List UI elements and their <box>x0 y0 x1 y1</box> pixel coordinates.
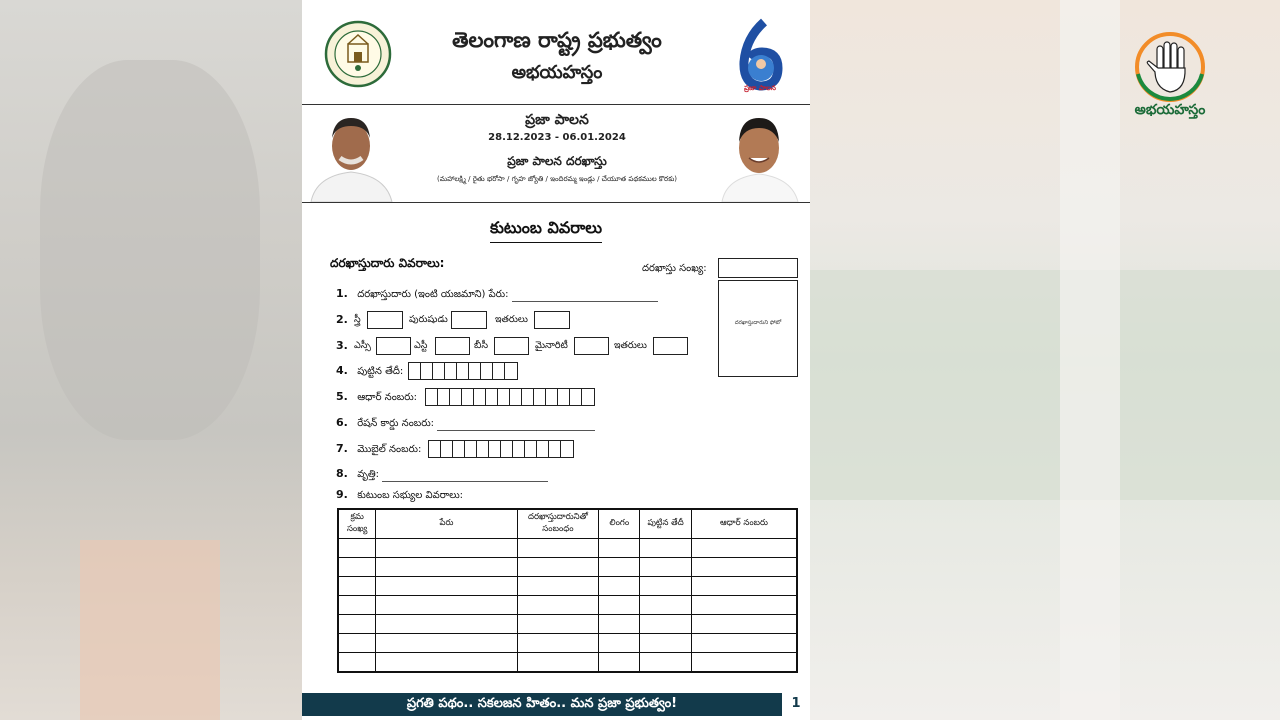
table-cell[interactable] <box>376 653 517 673</box>
caste-st-label: ఎస్టీ <box>414 340 428 351</box>
table-cell[interactable] <box>517 615 599 634</box>
question-number: 3. <box>336 339 348 352</box>
caste-other-checkbox[interactable] <box>653 337 688 355</box>
table-row <box>338 634 797 653</box>
table-cell[interactable] <box>640 615 692 634</box>
table-cell[interactable] <box>517 558 599 577</box>
table-cell[interactable] <box>599 653 640 673</box>
table-cell[interactable] <box>338 558 376 577</box>
question-3 <box>336 339 354 352</box>
table-cell[interactable] <box>640 634 692 653</box>
hand-icon <box>1130 32 1210 102</box>
application-number-field[interactable] <box>718 258 798 278</box>
page-number-badge <box>782 693 810 716</box>
table-cell[interactable] <box>692 596 798 615</box>
ration-card-label: రేషన్ కార్డు నంబరు: <box>357 418 435 429</box>
table-cell[interactable] <box>692 653 798 673</box>
applicant-photo-box[interactable] <box>718 280 798 377</box>
question-number: 7. <box>336 442 348 455</box>
occupation-field[interactable] <box>382 471 548 482</box>
table-row <box>338 539 797 558</box>
table-cell[interactable] <box>599 539 640 558</box>
table-cell[interactable] <box>376 596 517 615</box>
column-header-dob: పుట్టిన తేదీ <box>640 509 692 539</box>
section-title: కుటుంబ వివరాలు <box>490 218 602 243</box>
question-2 <box>336 313 354 326</box>
title-band <box>302 104 810 203</box>
table-cell[interactable] <box>692 634 798 653</box>
table-cell[interactable] <box>692 539 798 558</box>
column-header-aadhaar: ఆధార్ నంబరు <box>692 509 798 539</box>
caste-bc-checkbox[interactable] <box>494 337 529 355</box>
gender-female-label: స్త్రీ <box>354 314 361 325</box>
table-cell[interactable] <box>692 577 798 596</box>
congress-hand-logo <box>1124 32 1216 124</box>
gender-male-label: పురుషుడు <box>409 314 448 325</box>
date-of-birth-label: పుట్టిన తేదీ: <box>357 366 404 377</box>
table-cell[interactable] <box>640 539 692 558</box>
background-blur-shape <box>40 60 260 440</box>
table-cell[interactable] <box>517 577 599 596</box>
form-name: ప్రజా పాలన దరఖాస్తు <box>507 154 607 168</box>
caste-sc-label: ఎస్సీ <box>354 340 371 351</box>
table-cell[interactable] <box>692 558 798 577</box>
aadhaar-label: ఆధార్ నంబరు: <box>357 392 418 403</box>
table-cell[interactable] <box>517 634 599 653</box>
page-header <box>302 0 810 105</box>
table-cell[interactable] <box>376 577 517 596</box>
table-row <box>338 653 797 673</box>
table-header-row <box>338 509 797 539</box>
table-cell[interactable] <box>599 634 640 653</box>
table-cell[interactable] <box>376 539 517 558</box>
praja-palana-logo-caption: ప్రజా పాలన <box>744 84 776 92</box>
gender-other-checkbox[interactable] <box>534 311 570 329</box>
table-cell[interactable] <box>599 596 640 615</box>
caste-other-label: ఇతరులు <box>614 340 647 351</box>
question-number: 8. <box>336 467 348 480</box>
question-number: 2. <box>336 313 348 326</box>
table-cell[interactable] <box>376 558 517 577</box>
occupation-label: వృత్తి: <box>357 469 380 480</box>
mobile-field[interactable] <box>428 440 574 458</box>
question-number: 1. <box>336 287 348 300</box>
table-cell[interactable] <box>338 577 376 596</box>
table-cell[interactable] <box>692 615 798 634</box>
question-7 <box>336 442 421 457</box>
table-cell[interactable] <box>640 577 692 596</box>
ration-card-field[interactable] <box>437 420 595 431</box>
question-6 <box>336 416 595 431</box>
question-number: 6. <box>336 416 348 429</box>
table-cell[interactable] <box>599 558 640 577</box>
table-row <box>338 615 797 634</box>
caste-bc-label: బీసీ <box>474 340 488 351</box>
table-row <box>338 558 797 577</box>
question-number: 9. <box>336 488 348 501</box>
gender-other-label: ఇతరులు <box>495 314 528 325</box>
table-cell[interactable] <box>517 653 599 673</box>
table-row <box>338 596 797 615</box>
question-number: 4. <box>336 364 348 377</box>
table-cell[interactable] <box>338 596 376 615</box>
form-page <box>302 0 810 720</box>
caste-minority-label: మైనారిటీ <box>535 340 568 351</box>
program-dates: 28.12.2023 - 06.01.2024 <box>488 132 626 143</box>
question-4 <box>336 364 403 379</box>
table-cell[interactable] <box>640 596 692 615</box>
table-cell[interactable] <box>338 539 376 558</box>
footer-slogan: ప్రగతి పథం.. సకలజన హితం.. మన ప్రజా ప్రభుత్వం! <box>406 696 678 711</box>
table-cell[interactable] <box>640 653 692 673</box>
family-members-label: కుటుంబ సభ్యుల వివరాలు: <box>357 490 464 501</box>
date-of-birth-field[interactable] <box>408 362 518 380</box>
applicant-name-label: దరఖాస్తుదారు (ఇంటి యజమాని) పేరు: <box>357 289 509 300</box>
page-footer <box>302 693 810 716</box>
praja-palana-title: ప్రజా పాలన <box>525 112 589 128</box>
column-header-gender: లింగం <box>599 509 640 539</box>
table-cell[interactable] <box>640 558 692 577</box>
column-header-serial: క్రమ సంఖ్య <box>338 509 376 539</box>
question-number: 5. <box>336 390 348 403</box>
column-header-name: పేరు <box>376 509 517 539</box>
application-number-label: దరఖాస్తు సంఖ్య: <box>642 263 707 274</box>
table-cell[interactable] <box>517 539 599 558</box>
aadhaar-field[interactable] <box>425 388 595 406</box>
question-8 <box>336 467 548 482</box>
page-number: 1 <box>791 696 801 711</box>
scheme-subtitle: అభయహస్తం <box>511 62 603 83</box>
question-5 <box>336 390 417 405</box>
background-blur-shape <box>80 540 220 720</box>
table-cell[interactable] <box>338 634 376 653</box>
table-cell[interactable] <box>338 615 376 634</box>
background-pole <box>1060 0 1120 720</box>
caste-st-checkbox[interactable] <box>435 337 470 355</box>
question-9 <box>336 488 463 503</box>
government-title: తెలంగాణ రాష్ట్ర ప్రభుత్వం <box>452 28 662 52</box>
table-cell[interactable] <box>338 653 376 673</box>
telangana-emblem-icon <box>324 20 392 88</box>
column-header-relation: దరఖాస్తుదారునితో సంబంధం <box>517 509 599 539</box>
table-cell[interactable] <box>599 577 640 596</box>
table-row <box>338 577 797 596</box>
applicant-details-heading: దరఖాస్తుదారు వివరాలు: <box>330 256 445 270</box>
background-flag-stripe <box>810 270 1280 500</box>
caste-minority-checkbox[interactable] <box>574 337 609 355</box>
background-left <box>0 0 302 720</box>
photo-box-label: దరఖాస్తుదారుని ఫోటో <box>734 320 782 326</box>
table-cell[interactable] <box>517 596 599 615</box>
side-logo-caption: అభయహస్తం <box>1134 102 1206 118</box>
leader-portrait-left <box>306 110 396 202</box>
applicant-name-field[interactable] <box>512 291 658 302</box>
leader-portrait-right <box>714 110 804 202</box>
question-1 <box>336 287 658 302</box>
family-members-table <box>337 508 798 673</box>
table-cell[interactable] <box>376 634 517 653</box>
gender-male-checkbox[interactable] <box>451 311 487 329</box>
mobile-label: మొబైల్ నంబరు: <box>357 444 422 455</box>
gender-female-checkbox[interactable] <box>367 311 403 329</box>
table-cell[interactable] <box>599 615 640 634</box>
caste-sc-checkbox[interactable] <box>376 337 411 355</box>
table-cell[interactable] <box>376 615 517 634</box>
schemes-list: (మహాలక్ష్మి / రైతు భరోసా / గృహ జ్యోతి / ఇందిరమ్మ ఇండ్లు / చేయూత పథకముల కొరకు) <box>436 175 678 183</box>
